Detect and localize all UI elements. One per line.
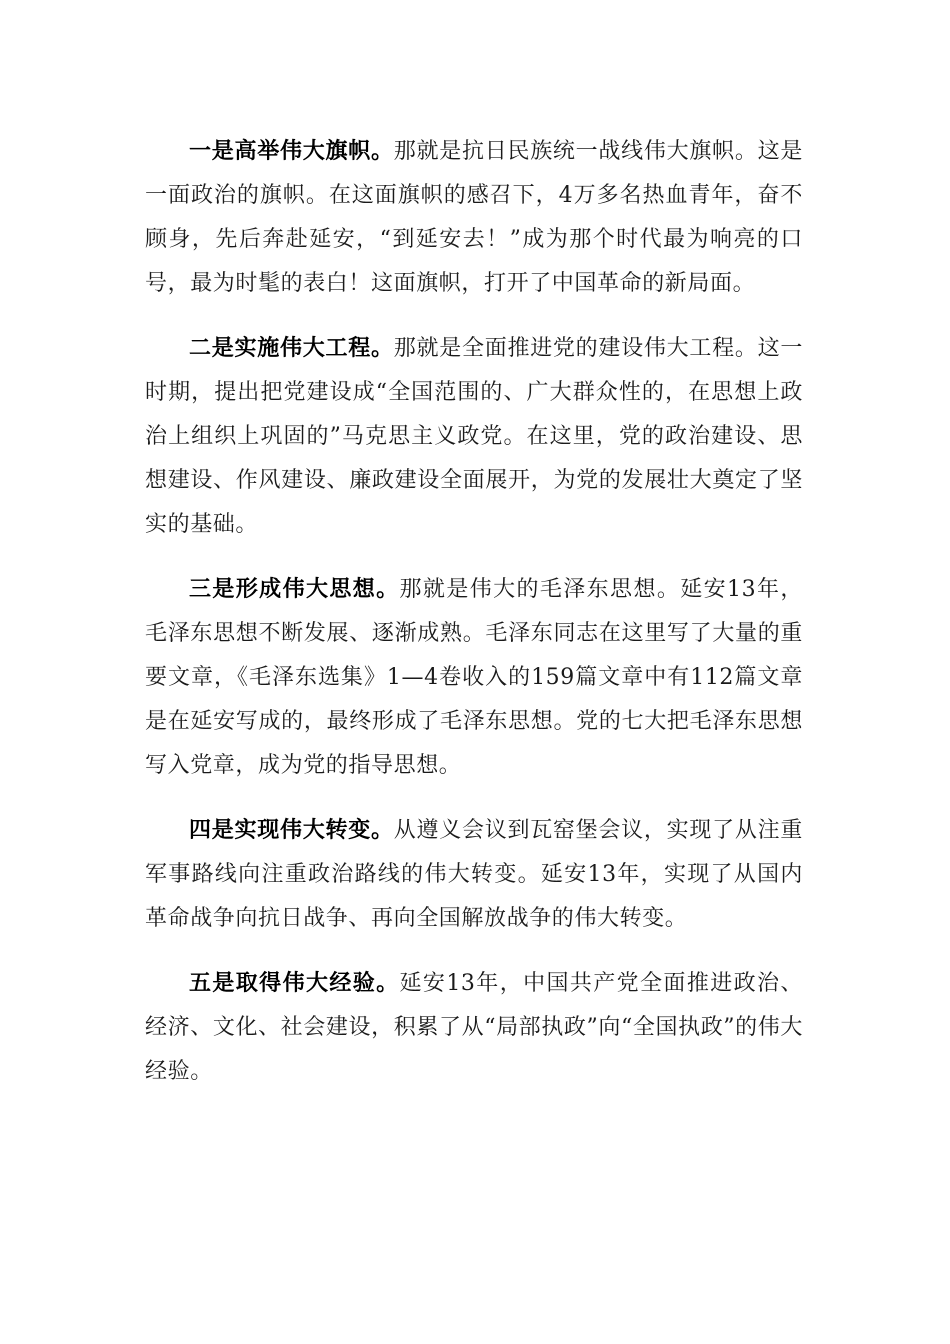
- paragraph-3-text: 那就是伟大的毛泽东思想。延安13年，毛泽东思想不断发展、逐渐成熟。毛泽东同志在这里写了大量的重要文章，《毛泽东选集》1—4卷收入的159篇文章中有112篇文章是在延安写成的，最终形成了毛泽东思想。党的七大把毛泽东思想写入党章，成为党的指导思想。: [145, 577, 803, 778]
- paragraph-4-lead: 四是实现伟大转变。: [189, 817, 394, 843]
- paragraph-3: [145, 567, 803, 788]
- paragraph-2-text: 那就是全面推进党的建设伟大工程。这一时期，提出把党建设成“全国范围的、广大群众性的，在思想上政治上组织上巩固的”马克思主义政党。在这里，党的政治建设、思想建设、作风建设、廉政建设全面展开，为党的发展壮大奠定了坚实的基础。: [145, 336, 803, 537]
- paragraph-5-text: 延安13年，中国共产党全面推进政治、经济、文化、社会建设，积累了从“局部执政”向“全国执政”的伟大经验。: [145, 971, 803, 1084]
- paragraph-5: [145, 961, 803, 1094]
- paragraph-2: [145, 326, 803, 547]
- paragraph-1-text: 那就是抗日民族统一战线伟大旗帜。这是一面政治的旗帜。在这面旗帜的感召下，4万多名热血青年，奋不顾身，先后奔赴延安，“到延安去！”成为那个时代最为响亮的口号，最为时髦的表白！这面旗帜，打开了中国革命的新局面。: [145, 139, 803, 296]
- paragraph-1: [145, 129, 803, 306]
- paragraph-3-lead: 三是形成伟大思想。: [189, 576, 400, 602]
- document-body: [145, 129, 803, 1114]
- paragraph-4-text: 从遵义会议到瓦窑堡会议，实现了从注重军事路线向注重政治路线的伟大转变。延安13年，实现了从国内革命战争向抗日战争、再向全国解放战争的伟大转变。: [145, 818, 803, 931]
- paragraph-4: [145, 808, 803, 941]
- paragraph-2-lead: 二是实施伟大工程。: [189, 335, 394, 361]
- paragraph-1-lead: 一是高举伟大旗帜。: [189, 138, 394, 164]
- paragraph-5-lead: 五是取得伟大经验。: [189, 970, 400, 996]
